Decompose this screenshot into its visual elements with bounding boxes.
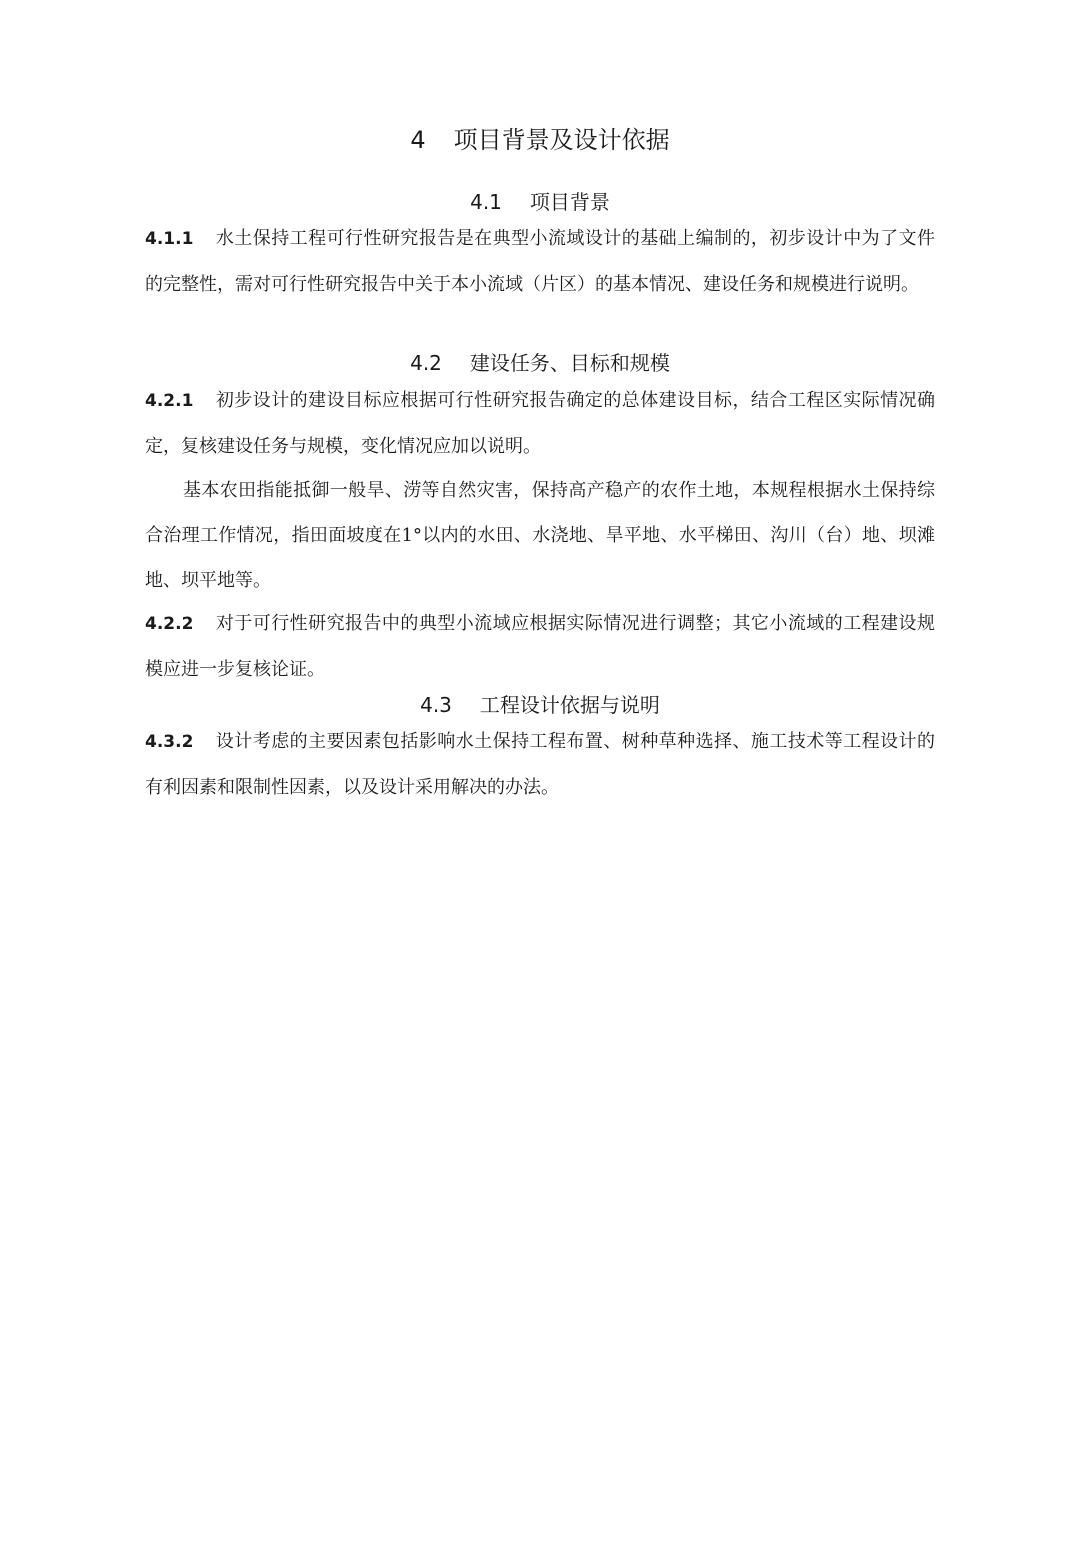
section-number: 4.1	[470, 190, 502, 214]
chapter-title	[0, 120, 1080, 160]
section-title-text: 工程设计依据与说明	[479, 693, 660, 717]
paragraph-4-2-2	[145, 601, 935, 692]
paragraph-text: 对于可行性研究报告中的典型小流域应根据实际情况进行调整；其它小流域的工程建设规模应进一步复核论证。	[145, 613, 935, 680]
paragraph-4-2-1	[145, 378, 935, 469]
paragraph-text: 设计考虑的主要因素包括影响水土保持工程布置、树种草种选择、施工技术等工程设计的有利因素和限制性因素，以及设计采用解决的办法。	[145, 731, 935, 798]
paragraph-number: 4.1.1	[145, 229, 194, 249]
paragraph-4-3-2	[145, 719, 935, 810]
chapter-number: 4	[410, 126, 426, 154]
section-title-text: 建设任务、目标和规模	[469, 351, 670, 375]
paragraph-number: 4.2.2	[145, 614, 194, 634]
paragraph-number: 4.2.1	[145, 391, 194, 411]
chapter-title-text: 项目背景及设计依据	[453, 126, 670, 154]
paragraph-text: 水土保持工程可行性研究报告是在典型小流域设计的基础上编制的，初步设计中为了文件的完整性，需对可行性研究报告中关于本小流域（片区）的基本情况、建设任务和规模进行说明。	[145, 228, 935, 295]
paragraph-number: 4.3.2	[145, 732, 194, 752]
paragraph-text: 初步设计的建设目标应根据可行性研究报告确定的总体建设目标，结合工程区实际情况确定，复核建设任务与规模，变化情况应加以说明。	[145, 390, 935, 457]
section-title-4-3	[0, 689, 1080, 721]
section-number: 4.3	[420, 693, 452, 717]
section-title-4-2	[0, 347, 1080, 379]
section-number: 4.2	[410, 351, 442, 375]
section-title-text: 项目背景	[529, 190, 610, 214]
paragraph-4-1-1	[145, 216, 935, 307]
paragraph-farmland-definition	[145, 468, 935, 603]
paragraph-text: 基本农田指能抵御一般旱、涝等自然灾害，保持高产稳产的农作土地，本规程根据水土保持综合治理工作情况，指田面坡度在1°以内的水田、水浇地、旱平地、水平梯田、沟川（台）地、坝滩地、坝平地等。	[145, 480, 935, 591]
section-title-4-1	[0, 186, 1080, 218]
